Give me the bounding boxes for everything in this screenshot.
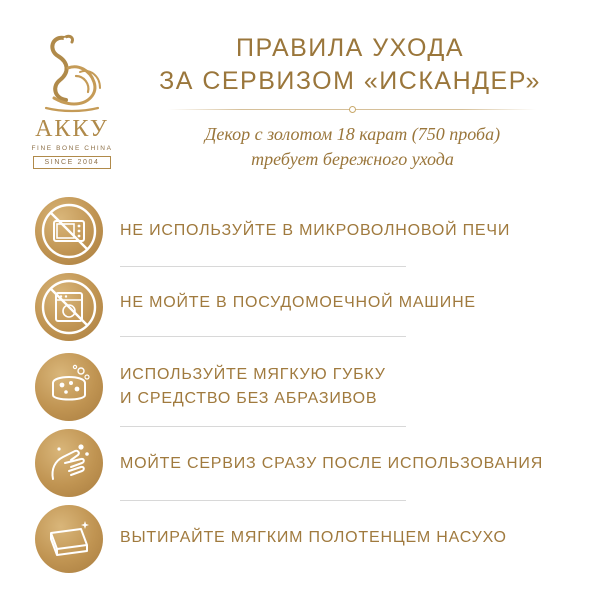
page-subtitle	[150, 122, 555, 172]
rule-text-hand-wash	[120, 452, 570, 476]
page-title	[140, 32, 560, 98]
rule-separator	[120, 500, 406, 501]
brand-name: АККУ	[35, 116, 109, 142]
rule-text-sponge	[120, 363, 570, 411]
sponge-icon	[35, 353, 103, 421]
rule-text-microwave	[120, 219, 570, 243]
brand-tagline: FINE BONE CHINA	[31, 145, 113, 152]
hand-washing-icon	[35, 429, 103, 497]
rule-line-2: И СРЕДСТВО БЕЗ АБРАЗИВОВ	[120, 390, 378, 407]
rule-icon-badge	[35, 197, 103, 265]
rule-line-1: ИСПОЛЬЗУЙТЕ МЯГКУЮ ГУБКУ	[120, 366, 386, 383]
brand-logo	[22, 28, 122, 166]
rule-line-1: ВЫТИРАЙТЕ МЯГКИМ ПОЛОТЕНЦЕМ НАСУХО	[120, 529, 507, 546]
title-line-1: ПРАВИЛА УХОДА	[235, 34, 465, 62]
rule-text-dishwasher	[120, 291, 570, 315]
rule-separator	[120, 266, 406, 267]
subtitle-line-2: требует бережного ухода	[251, 149, 454, 169]
subtitle-line-1: Декор с золотом 18 карат (750 проба)	[204, 124, 501, 144]
rule-text-towel	[120, 526, 570, 550]
rule-icon-badge	[35, 273, 103, 341]
towel-icon	[35, 505, 103, 573]
title-line-2: ЗА СЕРВИЗОМ «ИСКАНДЕР»	[159, 67, 541, 95]
rule-separator	[120, 336, 406, 337]
rule-separator	[120, 426, 406, 427]
swan-logo-icon	[34, 28, 110, 116]
rule-line-1: МОЙТЕ СЕРВИЗ СРАЗУ ПОСЛЕ ИСПОЛЬЗОВАНИЯ	[120, 455, 544, 472]
divider-dot-icon	[349, 106, 356, 113]
rule-icon-badge	[35, 353, 103, 421]
rule-line-1: НЕ ИСПОЛЬЗУЙТЕ В МИКРОВОЛНОВОЙ ПЕЧИ	[120, 222, 511, 239]
dishwasher-crossed-icon	[35, 273, 103, 341]
brand-since: SINCE 2004	[33, 156, 111, 169]
microwave-crossed-icon	[35, 197, 103, 265]
rule-icon-badge	[35, 505, 103, 573]
rule-icon-badge	[35, 429, 103, 497]
rule-line-1: НЕ МОЙТЕ В ПОСУДОМОЕЧНОЙ МАШИНЕ	[120, 294, 476, 311]
